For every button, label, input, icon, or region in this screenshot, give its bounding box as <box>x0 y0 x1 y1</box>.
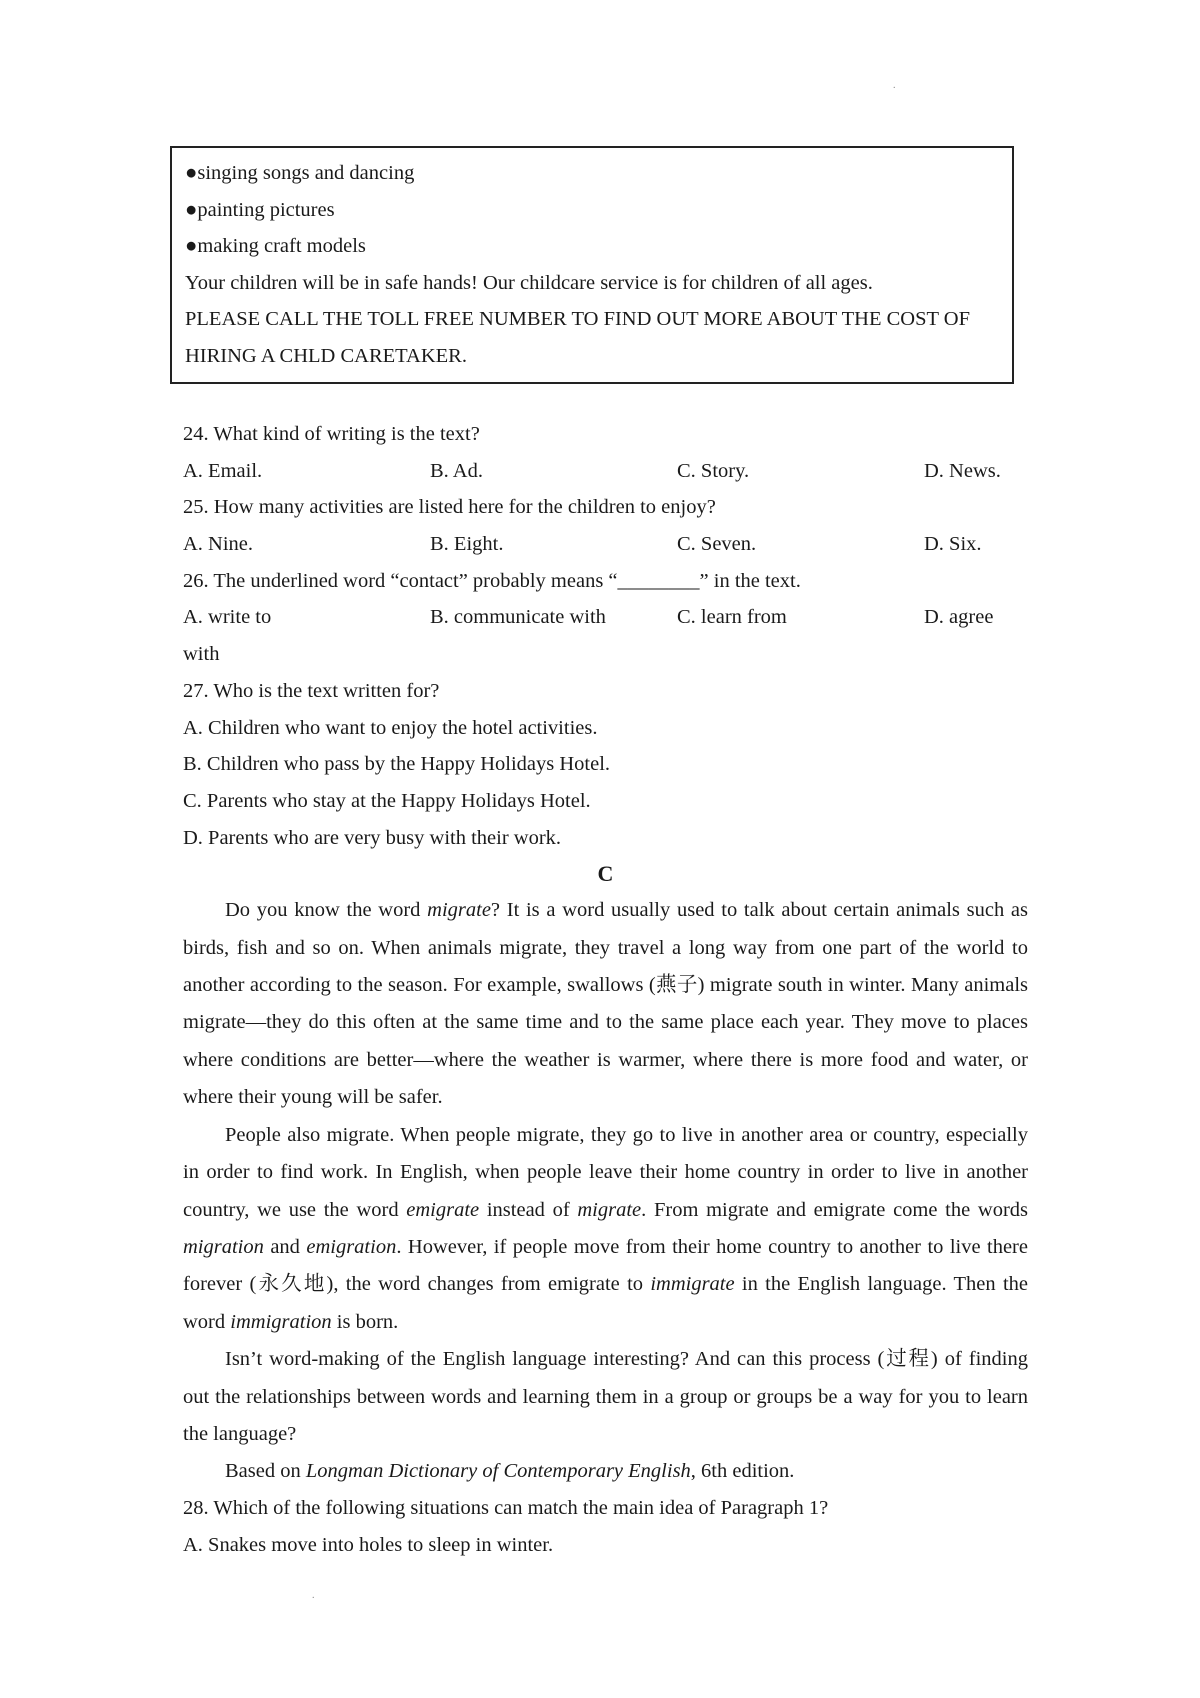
box-line: HIRING A CHLD CARETAKER. <box>185 344 467 367</box>
option-b: B. communicate with <box>430 606 606 629</box>
option-d: D. Six. <box>924 533 982 556</box>
box-line: ●painting pictures <box>185 198 335 221</box>
box-line: ●singing songs and dancing <box>185 162 415 184</box>
option-d-wrap: with <box>183 643 220 666</box>
option-b: B. Children who pass by the Happy Holidays Hotel. <box>183 753 611 776</box>
option-d: D. News. <box>924 459 1001 482</box>
question-content <box>183 416 1028 1564</box>
box-line: ●making craft models <box>185 235 366 258</box>
option-a: A. Snakes move into holes to sleep in winter. <box>183 1534 554 1557</box>
option-c: C. learn from <box>677 606 787 629</box>
passage-paragraph-3: Isn’t word-making of the English language interesting? And can this process (过程) of finding out the relationships between words and learning them in a group or groups be a way for you to learn the language? <box>183 1348 1028 1445</box>
option-a: A. Children who want to enjoy the hotel activities. <box>183 716 598 739</box>
question-26-options <box>183 599 1028 636</box>
option-c: C. Seven. <box>677 533 757 556</box>
question-26-stem: 26. The underlined word “contact” probably means “________” in the text. <box>183 569 801 592</box>
option-a: A. Nine. <box>183 533 254 556</box>
option-b: B. Eight. <box>430 533 504 556</box>
passage-paragraph-1: Do you know the word migrate? It is a word usually used to talk about certain animals such as birds, fish and so on. When animals migrate, they travel a long way from one part of the world to another according to the season. For example, swallows (燕子) migrate south in winter. Many animals migrate—they do this often at the same time and to the same place each year. They move to places where conditions are better—where the weather is warmer, where there is more food and water, or where their young will be safer. <box>183 899 1028 1109</box>
advertisement-box <box>170 146 1014 384</box>
question-25-options <box>183 526 1028 563</box>
question-27-stem: 27. Who is the text written for? <box>183 679 440 702</box>
question-24-stem: 24. What kind of writing is the text? <box>183 423 480 445</box>
question-28-stem: 28. Which of the following situations can match the main idea of Paragraph 1? <box>183 1497 829 1520</box>
option-a: A. Email. <box>183 459 263 482</box>
box-line: PLEASE CALL THE TOLL FREE NUMBER TO FIND OUT MORE ABOUT THE COST OF <box>185 308 970 331</box>
option-d: D. Parents who are very busy with their work. <box>183 826 562 849</box>
box-line: Your children will be in safe hands! Our childcare service is for children of all ages. <box>185 271 873 294</box>
question-25-stem: 25. How many activities are listed here for the children to enjoy? <box>183 496 716 519</box>
scan-speck: . <box>312 1590 315 1601</box>
option-d: D. agree <box>924 606 994 629</box>
passage-paragraph-2: People also migrate. When people migrate, they go to live in another area or country, especially in order to find work. In English, when people leave their home country in order to live in another country, we use the word emigrate instead of migrate. From migrate and emigrate come the words migration and emigration. However, if people move from their home country to another to live there forever (永久地), the word changes from emigrate to immigrate in the English language. Then the word immigration is born. <box>183 1123 1028 1333</box>
source-note: Based on Longman Dictionary of Contemporary English, 6th edition. <box>225 1460 795 1483</box>
scan-speck: . <box>893 80 896 91</box>
option-a: A. write to <box>183 606 272 629</box>
option-b: B. Ad. <box>430 459 483 482</box>
section-heading: C <box>597 861 614 887</box>
option-c: C. Parents who stay at the Happy Holidays Hotel. <box>183 789 591 812</box>
question-24-options <box>183 453 1028 490</box>
option-c: C. Story. <box>677 459 750 482</box>
